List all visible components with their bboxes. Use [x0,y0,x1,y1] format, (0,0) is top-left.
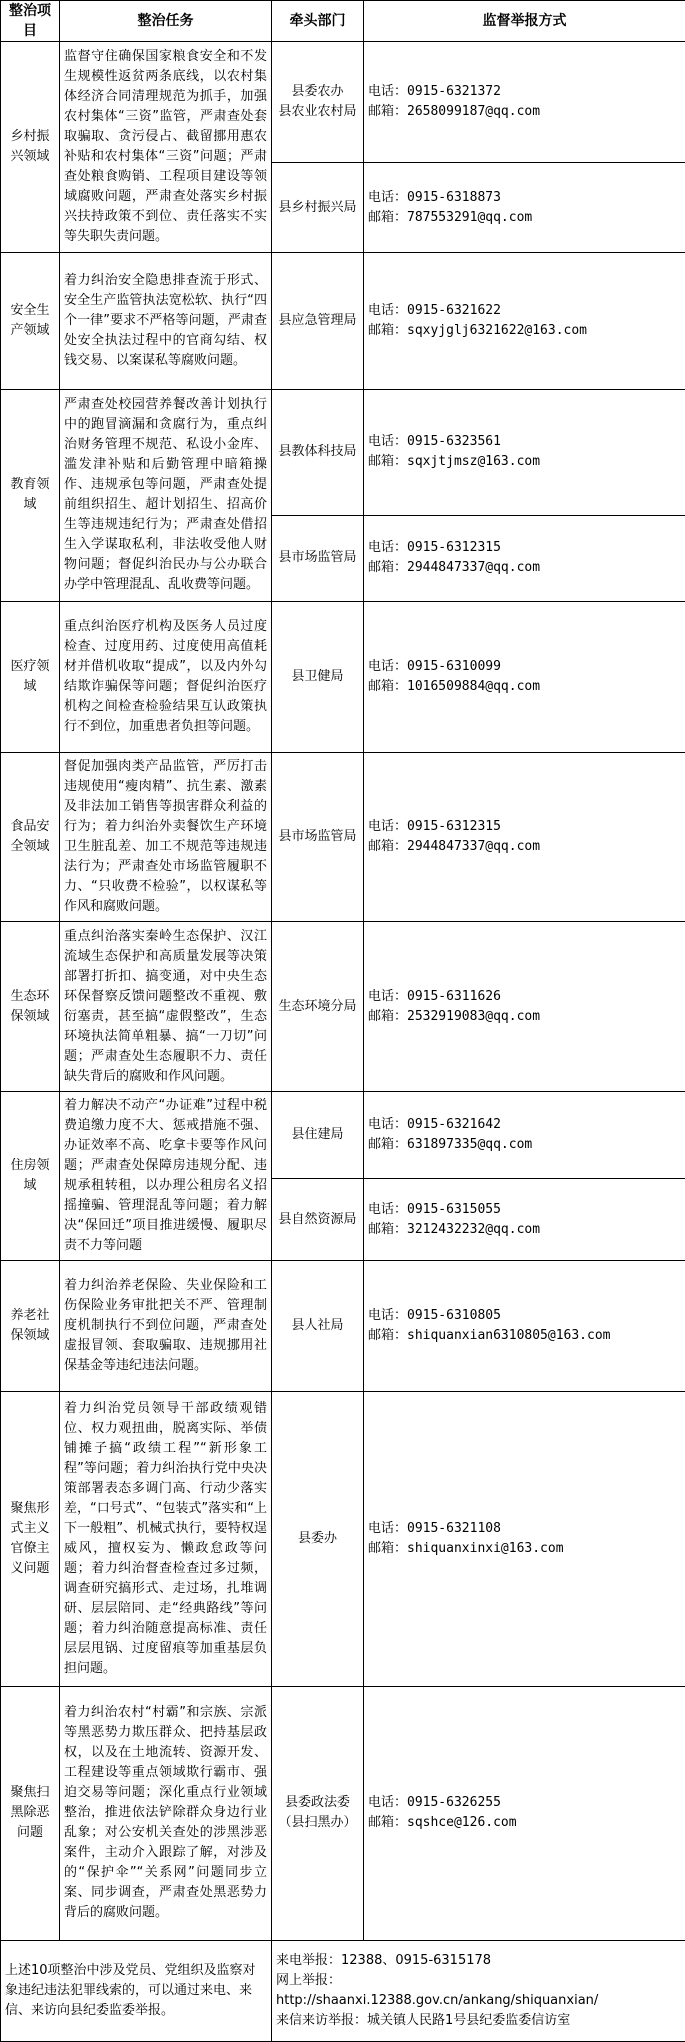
email-text: 邮箱：shiquanxinxi@163.com [368,1540,564,1556]
contact-cell [364,922,685,1092]
contact-cell [364,1092,685,1179]
email-text: 邮箱：631897335@qq.com [368,1137,533,1153]
email-text: 邮箱：1016509884@qq.com [368,678,541,694]
area-cell: 乡村振兴领域 [1,42,60,253]
phone-text: 电话：0915-6310805 [368,1308,501,1324]
email-text: 邮箱：2532919083@qq.com [368,1008,541,1024]
email-text: 邮箱：2658099187@qq.com [368,103,541,119]
phone-text: 电话：0915-6321622 [368,302,501,318]
area-cell: 食品安全领域 [1,753,60,922]
task-cell: 着力纠治农村“村霸”和宗族、宗派等黑恶势力欺压群众、把持基层政权，以及在土地流转、资源开发、工程建设等重点领域欺行霸市、强迫交易等问题；深化重点行业领域整治，推进依法铲除群众身边行业乱象；对公安机关查处的涉黑涉恶案件，主动介入跟踪了解，对涉及的“保护伞”“关系网”问题同步立案、同步调查，严肃查处黑恶势力背后的腐败问题。 [60,1686,272,1940]
table-row [1,1261,685,1391]
area-cell: 教育领域 [1,389,60,601]
phone-text: 电话：0915-6326255 [368,1795,501,1811]
table-row [1,1391,685,1686]
email-text: 邮箱：2944847337@qq.com [368,560,541,576]
dept-cell: 县住建局 [272,1092,364,1179]
dept-cell: 县教体科技局 [272,389,364,515]
dept-cell: 生态环境分局 [272,922,364,1092]
phone-text: 电话：0915-6323561 [368,434,501,450]
task-cell: 督促加强肉类产品监管，严厉打击违规使用“瘦肉精”、抗生素、激素及非法加工销售等损害群众利益的行为；着力纠治外卖餐饮生产环境卫生脏乱差、加工不规范等违规违法行为；严肃查处市场监管履职不力、“只收费不检验”，以权谋私等作风和腐败问题。 [60,753,272,922]
header-contact: 监督举报方式 [364,1,685,42]
footer-web-url[interactable]: http://shaanxi.12388.gov.cn/ankang/shiquanxian/ [276,1993,599,2009]
phone-text: 电话：0915-6315055 [368,1201,501,1217]
header-dept: 牵头部门 [272,1,364,42]
contact-cell [364,42,685,163]
header-task: 整治任务 [60,1,272,42]
dept-cell: 县委办 [272,1391,364,1686]
email-text: 邮箱：sqshce@126.com [368,1815,517,1831]
footer-phone: 来电举报：12388、0915-6315178 [276,1953,492,1969]
dept-cell: 县卫健局 [272,601,364,752]
header-area: 整治项目 [1,1,60,42]
phone-text: 电话：0915-6318873 [368,189,501,205]
table-row [1,1686,685,1940]
contact-cell [364,1261,685,1391]
table-row [1,922,685,1092]
area-cell: 生态环保领域 [1,922,60,1092]
email-text: 邮箱：sqxjtjmsz@163.com [368,454,541,470]
area-cell: 住房领域 [1,1092,60,1261]
contact-cell [364,162,685,252]
email-text: 邮箱：2944847337@qq.com [368,839,541,855]
task-cell: 监督守住确保国家粮食安全和不发生规模性返贫两条底线，以农村集体经济合同清理规范为抓手，加强农村集体“三资”监管，严肃查处套取骗取、贪污侵占、截留挪用惠农补贴和农村集体“三资”问题；严肃查处粮食购销、工程项目建设等领域腐败问题，严肃查处落实乡村振兴扶持政策不到位、责任落实不实等失职失责问题。 [60,42,272,253]
table-row [1,1092,685,1179]
phone-text: 电话：0915-6321108 [368,1520,501,1536]
phone-text: 电话：0915-6321372 [368,83,501,99]
table-row [1,389,685,515]
area-cell: 聚焦形式主义官僚主义问题 [1,1391,60,1686]
footer-web-label: 网上举报： [276,1973,342,1989]
footer-note: 上述10项整治中涉及党员、党组织及监察对象违纪违法犯罪线索的，可以通过来电、来信、来访向县纪委监委举报。 [1,1941,272,2042]
contact-cell [364,1391,685,1686]
area-cell: 安全生产领域 [1,253,60,390]
email-text: 邮箱：787553291@qq.com [368,209,533,225]
dept-cell: 县委农办 县农业农村局 [272,42,364,163]
email-text: 邮箱：shiquanxian6310805@163.com [368,1328,611,1344]
table-row [1,601,685,752]
dept-cell: 县委政法委 （县扫黑办） [272,1686,364,1940]
table-header-row [1,1,685,42]
area-cell: 聚焦扫黑除恶问题 [1,1686,60,1940]
contact-cell [364,389,685,515]
task-cell: 严肃查处校园营养餐改善计划执行中的跑冒滴漏和贪腐行为，重点纠治财务管理不规范、私设小金库、滥发津补贴和后勤管理中暗箱操作、违规承包等问题，严肃查处提前组织招生、超计划招生、招高价生等违规违纪行为；严肃查处借招生入学谋取私利，非法收受他人财物问题；督促纠治民办与公办联合办学中管理混乱、乱收费等问题。 [60,389,272,601]
task-cell: 重点纠治医疗机构及医务人员过度检查、过度用药、过度使用高值耗材并借机收取“提成”，以及内外勾结欺诈骗保等问题；督促纠治医疗机构之间检查检验结果互认政策执行不到位，加重患者负担等问题。 [60,601,272,752]
task-cell: 重点纠治落实秦岭生态保护、汉江流域生态保护和高质量发展等决策部署打折扣、搞变通，对中央生态环保督察反馈问题整改不重视、敷衍塞责，甚至搞“虚假整改”，生态环境执法简单粗暴、搞“一刀切”问题；严肃查处生态履职不力、责任缺失背后的腐败和作风问题。 [60,922,272,1092]
dept-cell: 县人社局 [272,1261,364,1391]
phone-text: 电话：0915-6311626 [368,988,501,1004]
contact-cell [364,253,685,390]
task-cell: 着力解决不动产“办证难”过程中税费追缴力度不大、惩戒措施不强、办证效率不高、吃拿卡要等作风问题；严肃查处保障房违规分配、违规承租转租，以办理公租房名义招摇撞骗、管理混乱等问题；着力解决“保回迁”项目推进缓慢、履职尽责不力等问题 [60,1092,272,1261]
contact-cell [364,1686,685,1940]
task-cell: 着力纠治安全隐患排查流于形式、安全生产监管执法宽松软、执行“四个一律”要求不严格等问题，严肃查处安全执法过程中的官商勾结、权钱交易、以案谋私等腐败问题。 [60,253,272,390]
dept-cell: 县乡村振兴局 [272,162,364,252]
table-row [1,253,685,390]
phone-text: 电话：0915-6312315 [368,540,501,556]
phone-text: 电话：0915-6312315 [368,819,501,835]
footer-report-channels [272,1941,685,2042]
task-cell: 着力纠治养老保险、失业保险和工伤保险业务审批把关不严、管理制度机制执行不到位问题，严肃查处虚报冒领、套取骗取、违规挪用社保基金等违纪违法问题。 [60,1261,272,1391]
dept-cell: 县应急管理局 [272,253,364,390]
contact-cell [364,515,685,601]
footer-row [1,1941,685,2042]
dept-cell: 县自然资源局 [272,1179,364,1261]
task-cell: 着力纠治党员领导干部政绩观错位、权力观扭曲，脱离实际、举债铺摊子搞“政绩工程”“新形象工程”等问题；着力纠治执行党中央决策部署表态多调门高、行动少落实差，“口号式”、“包装式”落实和“上下一般粗”、机械式执行，要特权逞威风，擅权妄为、懒政怠政等问题；着力纠治督查检查过多过频，调查研究搞形式、走过场，扎堆调研、层层陪同、走“经典路线”等问题；着力纠治随意提高标准、责任层层甩锅、过度留痕等加重基层负担问题。 [60,1391,272,1686]
table-row [1,753,685,922]
email-text: 邮箱：3212432232@qq.com [368,1221,541,1237]
dept-cell: 县市场监管局 [272,515,364,601]
email-text: 邮箱：sqxyjglj6321622@163.com [368,322,588,338]
table-row [1,42,685,163]
area-cell: 医疗领域 [1,601,60,752]
area-cell: 养老社保领域 [1,1261,60,1391]
phone-text: 电话：0915-6310099 [368,658,501,674]
footer-letter: 来信来访举报：城关镇人民路1号县纪委监委信访室 [276,2013,571,2029]
contact-cell [364,601,685,752]
contact-cell [364,753,685,922]
contact-cell [364,1179,685,1261]
table-body [1,42,685,2042]
phone-text: 电话：0915-6321642 [368,1117,501,1133]
dept-cell: 县市场监管局 [272,753,364,922]
